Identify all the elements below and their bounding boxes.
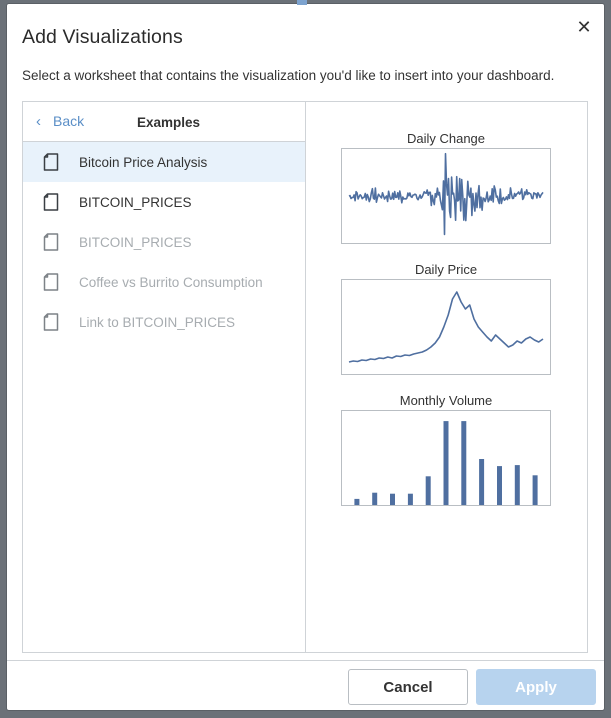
preview-title: Daily Price (414, 262, 478, 277)
chart-frame (341, 148, 551, 244)
volume-bar (426, 476, 431, 505)
worksheet-icon (43, 313, 59, 331)
volume-bar (444, 421, 449, 505)
list-item-label: BITCOIN_PRICES (79, 234, 192, 250)
chart-frame (341, 279, 551, 375)
volume-bar (515, 465, 520, 505)
volume-bar (354, 499, 359, 505)
volume-bar (461, 421, 466, 505)
volume-bar (533, 475, 538, 505)
list-item (23, 222, 305, 262)
preview-daily-price (341, 261, 551, 375)
dialog-anchor-notch (297, 0, 307, 5)
preview-daily-change (341, 130, 551, 244)
list-header (23, 102, 305, 142)
chart-frame (341, 410, 551, 506)
series-line (349, 292, 543, 362)
worksheet-list-pane (23, 102, 306, 652)
preview-pane (306, 102, 587, 652)
dialog-subtitle: Select a worksheet that contains the visualization you'd like to insert into your dashboard. (22, 68, 555, 83)
list-item[interactable] (23, 142, 305, 182)
preview-monthly-volume (341, 392, 551, 506)
daily-change-chart (342, 149, 550, 243)
list-item[interactable] (23, 182, 305, 222)
folder-name: Examples (137, 115, 201, 130)
worksheet-icon (43, 193, 59, 211)
cancel-button[interactable]: Cancel (348, 669, 468, 705)
dialog-footer (7, 660, 604, 710)
worksheet-icon (43, 153, 59, 171)
list-item-label: BITCOIN_PRICES (79, 194, 192, 210)
list-item-label: Bitcoin Price Analysis (79, 154, 208, 170)
list-item-label: Link to BITCOIN_PRICES (79, 314, 236, 330)
volume-bar (408, 494, 413, 505)
volume-bar (390, 494, 395, 505)
list-item-label: Coffee vs Burrito Consumption (79, 274, 263, 290)
close-icon[interactable]: ✕ (576, 16, 592, 37)
list-item (23, 262, 305, 302)
volume-bar (497, 466, 502, 505)
back-button[interactable] (36, 113, 84, 129)
content-panel (22, 101, 588, 653)
volume-bar (372, 493, 377, 505)
series-line (349, 154, 543, 235)
back-label: Back (53, 113, 85, 129)
apply-button[interactable]: Apply (476, 669, 596, 705)
list-item (23, 302, 305, 342)
add-visualizations-dialog (7, 4, 604, 710)
daily-price-chart (342, 280, 550, 374)
preview-title: Daily Change (406, 131, 486, 146)
chevron-left-icon: ‹ (36, 112, 41, 130)
dialog-title: Add Visualizations (22, 26, 183, 48)
preview-title: Monthly Volume (399, 393, 493, 408)
worksheet-list (23, 142, 305, 342)
monthly-volume-chart (342, 411, 550, 505)
volume-bar (479, 459, 484, 505)
worksheet-icon (43, 233, 59, 251)
worksheet-icon (43, 273, 59, 291)
